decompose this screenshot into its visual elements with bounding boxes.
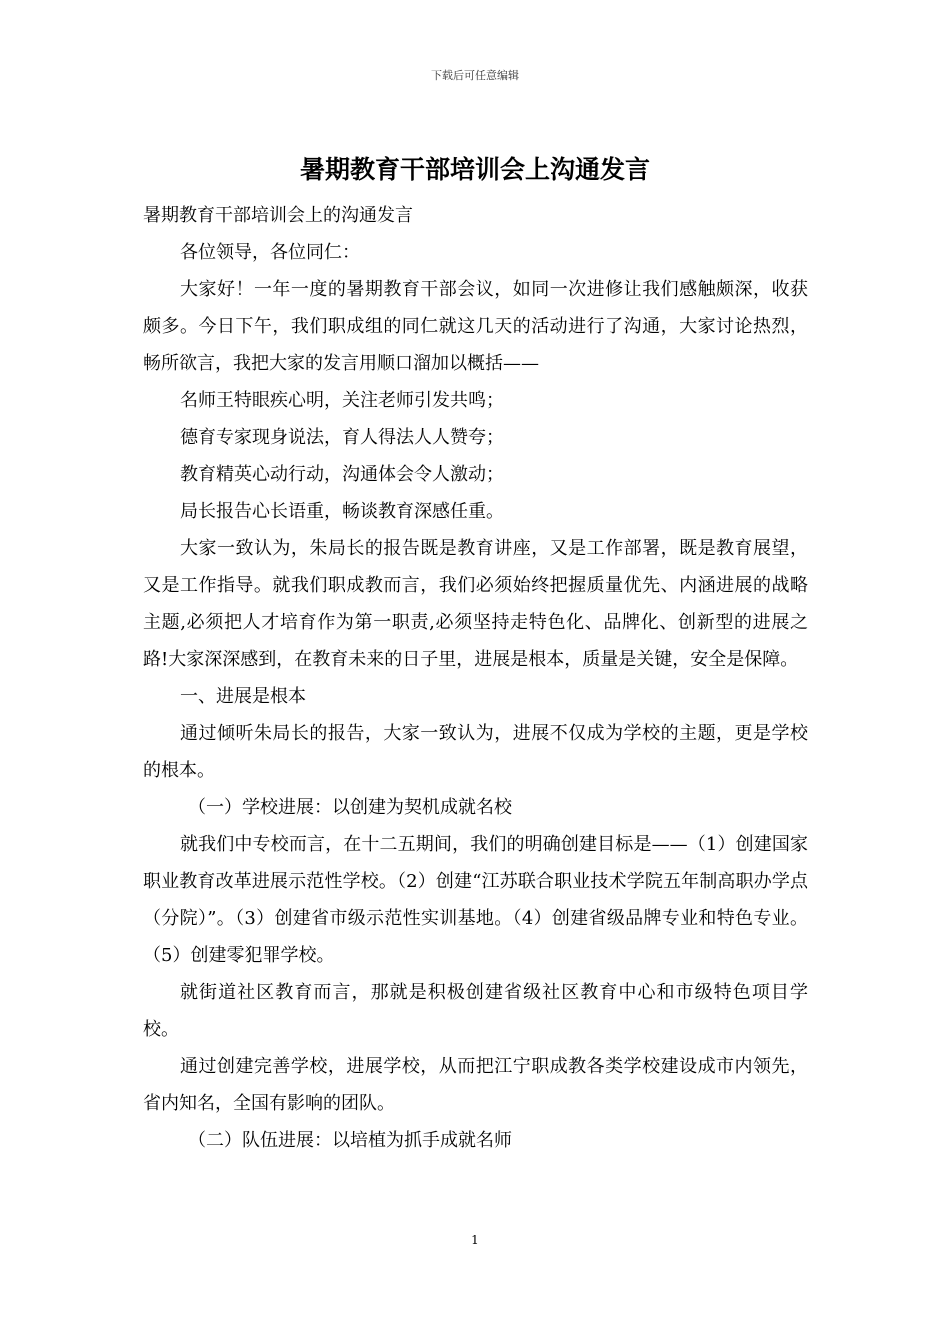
paragraph: 通过倾听朱局长的报告，大家一致认为，进展不仅成为学校的主题，更是学校的根本。 [143, 723, 808, 781]
salutation: 各位领导，各位同仁： [180, 242, 360, 263]
verse-line: 教育精英心动行动，沟通体会令人激动； [180, 464, 504, 485]
subsection-heading: （二）队伍进展：以培植为抓手成就名师 [188, 1130, 512, 1151]
paragraph: 通过创建完善学校，进展学校，从而把江宁职成教各类学校建设成市内领先，省内知名，全国有影响的团队。 [143, 1056, 808, 1114]
paragraph-consensus: 大家一致认为，朱局长的报告既是教育讲座，又是工作部署，既是教育展望，又是工作指导。就我们职成教而言，我们必须始终把握质量优先、内涵进展的战略主题,必须把人才培育作为第一职责,必须坚持走特色化、品牌化、创新型的进展之路!大家深深感到，在教育未来的日子里，进展是根本，质量是关键，安全是保障。 [143, 538, 808, 670]
paragraph: 就街道社区教育而言，那就是积极创建省级社区教育中心和市级特色项目学校。 [143, 982, 808, 1040]
subsection-heading: （一）学校进展：以创建为契机成就名校 [188, 797, 512, 818]
paragraph-intro: 大家好！一年一度的暑期教育干部会议，如同一次进修让我们感触颇深，收获颇多。今日下午，我们职成组的同仁就这几天的活动进行了沟通，大家讨论热烈，畅所欲言，我把大家的发言用顺口溜加以概括—— [143, 279, 808, 374]
verse-line: 局长报告心长语重，畅谈教育深感任重。 [180, 501, 504, 522]
header-note: 下载后可任意编辑 [431, 69, 519, 82]
subtitle-line: 暑期教育干部培训会上的沟通发言 [143, 205, 413, 226]
document-title: 暑期教育干部培训会上沟通发言 [299, 155, 650, 184]
verse-line: 名师王特眼疾心明，关注老师引发共鸣； [180, 390, 504, 411]
document-body [143, 197, 808, 1159]
paragraph: 就我们中专校而言，在十二五期间，我们的明确创建目标是——（1）创建国家职业教育改革进展示范性学校。（2）创建“江苏联合职业技术学院五年制高职办学点（分院）”。（3）创建省市级示范性实训基地。（4）创建省级品牌专业和特色专业。（5）创建零犯罪学校。 [143, 834, 808, 966]
verse-line: 德育专家现身说法，育人得法人人赞夸； [180, 427, 504, 448]
page-number: 1 [471, 1233, 479, 1247]
section-heading: 一、进展是根本 [180, 686, 306, 707]
